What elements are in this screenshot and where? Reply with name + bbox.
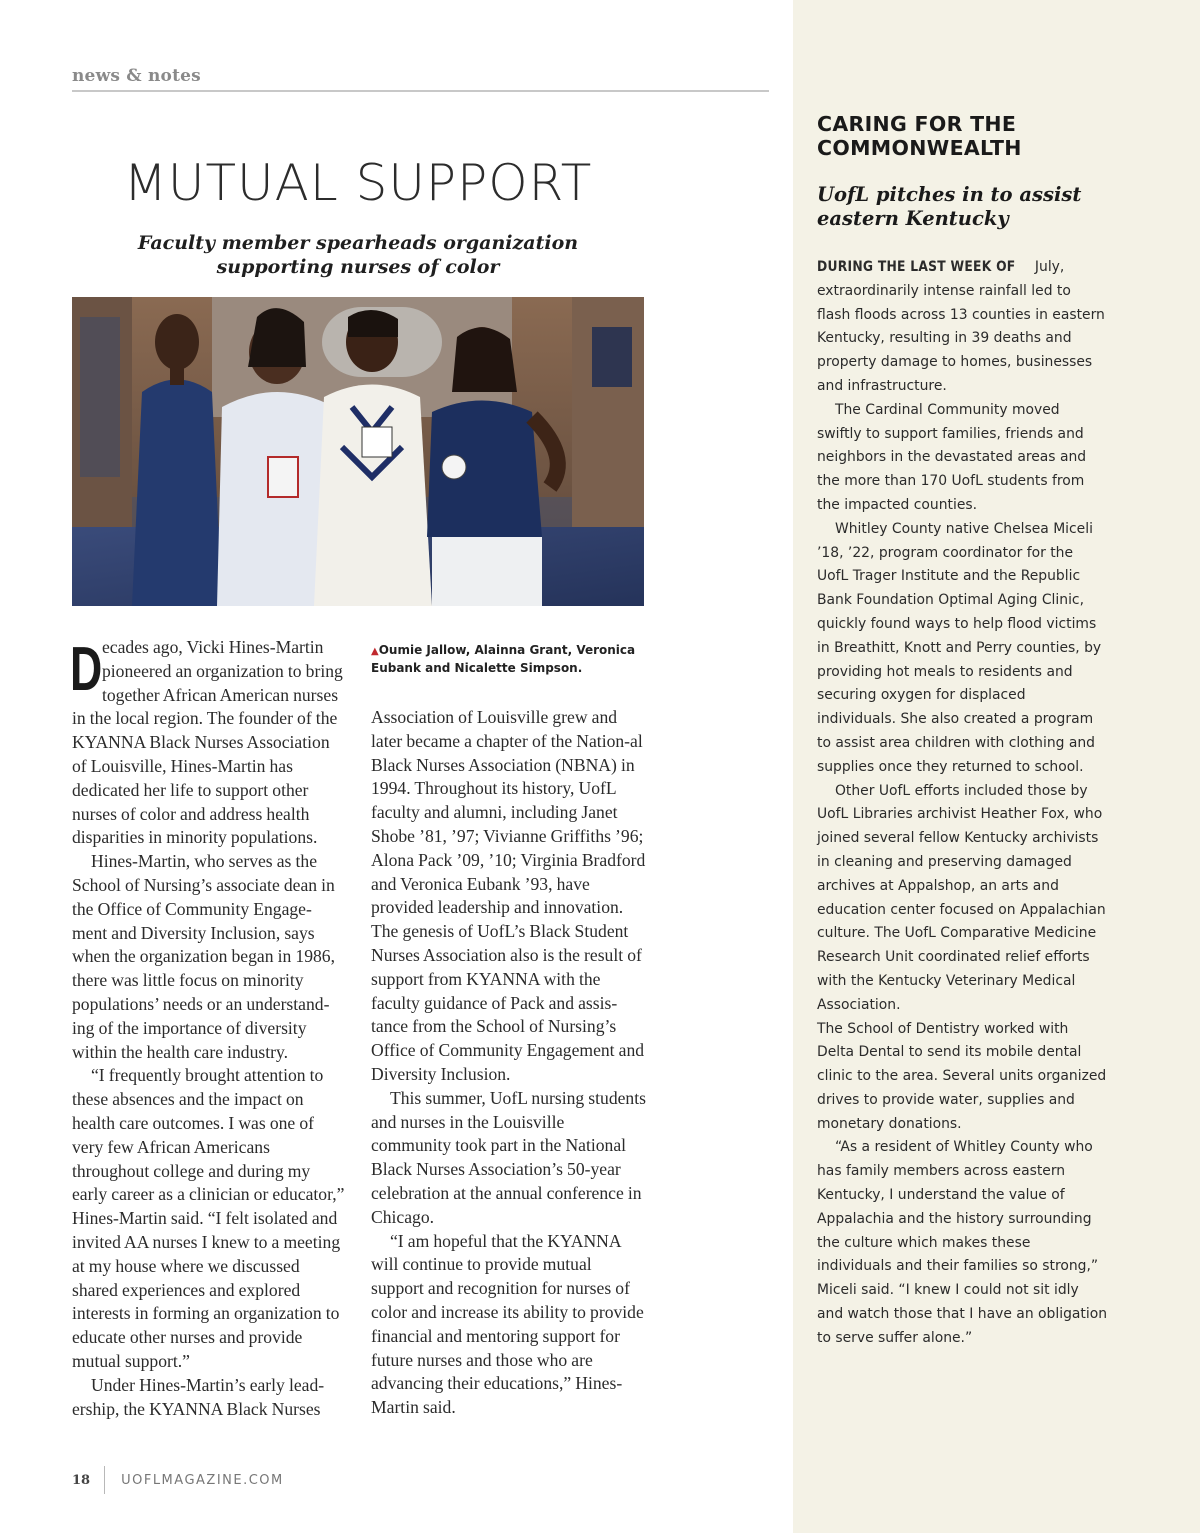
sidebar-paragraph-1-text: July, extraordinarily intense rainfall led to flash floods across 13 counties in eastern Kentucky, resulting in 39 deaths and property damage to homes, businesses and infrastructure.: [817, 259, 1105, 394]
sidebar-dek-line-2: eastern Kentucky: [817, 207, 1009, 230]
article-headline: MUTUAL SUPPORT: [123, 154, 593, 212]
paragraph-6: This summer, UofL nursing students and nurses in the Louisville community took part in the National Black Nurses Association’s 50-year celebration at the annual conference in Chicago.: [371, 1087, 646, 1227]
paragraph-5: Association of Louisville grew and later became a chapter of the Nation-al Black Nurses Association (NBNA) in 1994. Throughout its history, UofL faculty and alumni, including Janet Shobe ’81, ’97; Vivianne Griffiths ’96; Alona Pack ’09, ’10; Virginia Bradford and Veronica Eubank ’93, have provided leadership and innovation. The genesis of UofL’s Black Student Nurses Association also is the result of support from KYANNA with the faculty guidance of Pack and assis-tance from the School of Nursing’s Office of Community Engagement and Diversity Inclusion.: [371, 707, 646, 1084]
paragraph-4: Under Hines-Martin’s early lead-ership, the KYANNA Black Nurses: [72, 1374, 325, 1419]
section-divider: [72, 90, 769, 92]
article-column-1: [72, 636, 347, 1421]
footer-divider: [104, 1466, 105, 1494]
sidebar-paragraph-4: Other UofL efforts included those by UofL Libraries archivist Heather Fox, who joined several fellow Kentucky archivists in cleaning and preserving damaged archives at Appalshop, an arts and education center focused on Appalachian culture. The UofL Comparative Medicine Research Unit coordinated relief efforts with the Kentucky Veterinary Medical Association.: [817, 782, 1106, 1013]
page-number: 18: [72, 1472, 91, 1488]
caption-pointer-icon: ▲: [371, 646, 379, 657]
paragraph-2: Hines-Martin, who serves as the School of Nursing’s associate dean in the Office of Community Engage-ment and Diversity Inclusion, says when the organization began in 1986, there was little focus on minority populations’ needs or an understand-ing of the importance of diversity within the health care industry.: [72, 851, 335, 1062]
paragraph-1: [72, 636, 347, 850]
caption-text: Oumie Jallow, Alainna Grant, Veronica Eubank and Nicalette Simpson.: [371, 643, 636, 675]
sidebar-paragraph-3: Whitley County native Chelsea Miceli ’18, ’22, program coordinator for the UofL Trager Institute and the Republic Bank Foundation Optimal Aging Clinic, quickly found ways to help flood victims in Breathitt, Knott and Perry counties, by providing hot meals to residents and securing oxygen for displaced individuals. She also created a program to assist area children with clothing and supplies once they returned to school.: [817, 520, 1102, 775]
paragraph-7: “I am hopeful that the KYANNA will continue to provide mutual support and recognition for nurses of color and increase its ability to provide financial and mentoring support for future nurses and those who are advancing their educations,” Hines-Martin said.: [371, 1230, 644, 1418]
sidebar-dek: [817, 183, 1107, 231]
sidebar-body: [817, 256, 1107, 1351]
page-footer: [72, 1466, 284, 1494]
sidebar-kicker-line-1: CARING FOR THE: [817, 112, 1017, 136]
paragraph-3: “I frequently brought attention to these absences and the impact on health care outcomes. I was one of very few African Americans throughout college and during my early career as a clinician or educator,” Hines-Martin said. “I felt isolated and invited AA nurses I knew to a meeting at my house where we discussed shared experiences and explored interests in forming an organization to educate other nurses and provide mutual support.”: [72, 1065, 345, 1371]
drop-cap: D: [70, 635, 103, 704]
sidebar-kicker: [817, 112, 1097, 160]
sidebar-paragraph-5: The School of Dentistry worked with Delta Dental to send its mobile dental clinic to the area. Several units organized drives to provide water, supplies and monetary donations.: [817, 1020, 1107, 1132]
sidebar-lead-in: DURING THE LAST WEEK OF: [817, 259, 1016, 275]
sidebar-dek-line-1: UofL pitches in to assist: [817, 183, 1082, 206]
subhead-line-1: Faculty member spearheads organization: [137, 232, 579, 254]
group-photo-illustration: [72, 297, 644, 606]
article-column-2: [371, 706, 646, 1420]
sidebar-kicker-line-2: COMMONWEALTH: [817, 136, 1022, 160]
article-photo: [72, 297, 644, 606]
sidebar-paragraph-6: “As a resident of Whitley County who has family members across eastern Kentucky, I understand the value of Appalachia and the history surrounding the culture which makes these individuals and their families so strong,” Miceli said. “I knew I could not sit idly and watch those that I have an obligation to serve suffer alone.”: [817, 1139, 1108, 1346]
sidebar-paragraph-2: The Cardinal Community moved swiftly to support families, friends and neighbors in the devastated areas and the more than 170 UofL students from the impacted counties.: [817, 401, 1087, 513]
site-url: UOFLMAGAZINE.COM: [121, 1472, 284, 1488]
section-label: news & notes: [72, 66, 201, 86]
subhead-line-2: supporting nurses of color: [216, 256, 500, 278]
article-subhead: [72, 231, 644, 279]
photo-caption: [371, 642, 644, 677]
sidebar-paragraph-1: [817, 256, 1107, 399]
paragraph-1-text: ecades ago, Vicki Hines-Martin pioneered an organization to bring together African American nurses in the local region. The founder of the KYANNA Black Nurses Association of Louisville, Hines-Martin has dedicated her life to support other nurses of color and address health disparities in minority populations.: [72, 637, 343, 848]
